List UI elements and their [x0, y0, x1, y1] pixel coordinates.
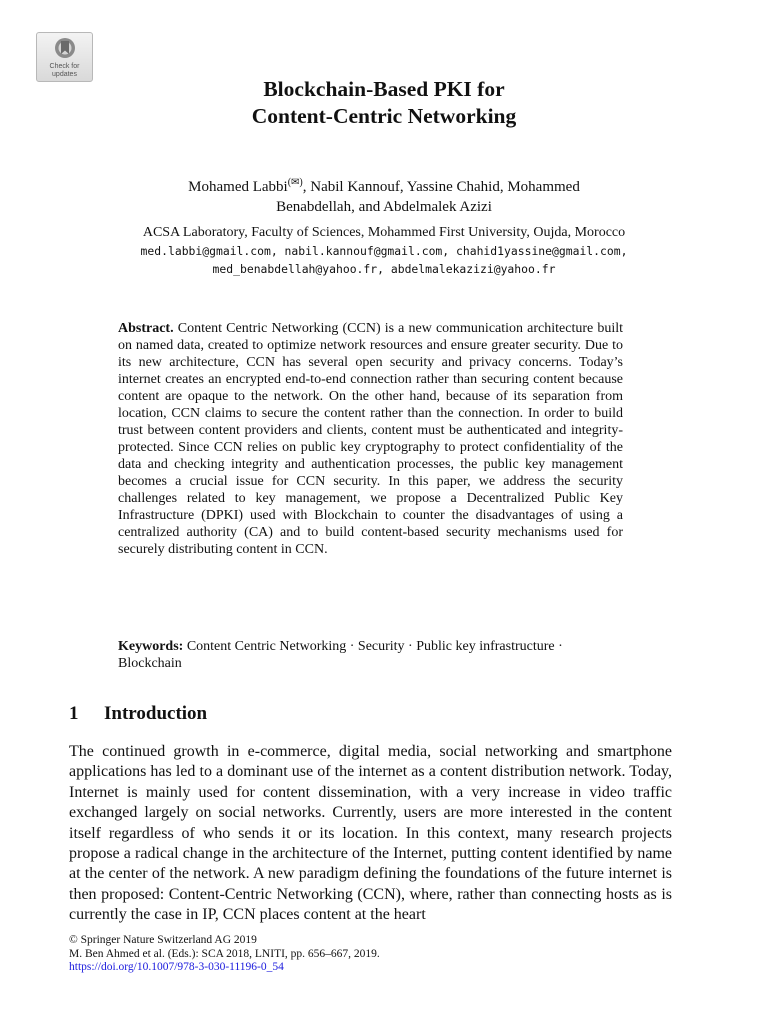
- paper-title: [0, 76, 768, 130]
- section-title: Introduction: [104, 703, 208, 724]
- section-number: 1: [69, 703, 79, 724]
- doi-link[interactable]: https://doi.org/10.1007/978-3-030-11196-0_54: [69, 961, 284, 973]
- author-list: [90, 173, 678, 217]
- title-line-2: Content-Centric Networking: [251, 104, 517, 128]
- badge-label: Check for updates: [49, 63, 80, 78]
- author-emails: [40, 242, 728, 278]
- abstract-label: Abstract.: [118, 321, 174, 336]
- emails-line-2[interactable]: med_benabdellah@yahoo.fr, abdelmalekazizi@yahoo.fr: [212, 262, 556, 276]
- abstract-text: Content Centric Networking (CCN) is a new communication architecture built on named data, created to optimize network resources and ensure greater security. Due to its new architecture, CCN has several open security and privacy concerns. Today’s internet creates an encrypted end-to-end connection rather than securing content because content are opaque to the network. On the other hand, because of its separation from location, CCN claims to secure the content rather than the connection. In order to build trust between content providers and clients, content must be authenticated and integrity-protected. Since CCN relies on public key cryptography to protect confidentiality of the data and checking integrity and authentication processes, the public key management becomes a crucial issue for CCN security. In this paper, we address the security challenges related to key management, we propose a Decentralized Public Key Infrastructure (DPKI) used with Blockchain to counter the disadvantages of using a centralized authority (CA) and to build content-based security mechanisms used for securely distributing content in CCN.: [118, 321, 623, 557]
- co-authors: , Nabil Kannouf, Yassine Chahid, Mohammed: [302, 179, 580, 195]
- introduction-paragraph: The continued growth in e-commerce, digital media, social networking and smartphone applications has led to a dominant use of the internet as a content distribution network. Today, Internet is mainly used for content dissemination, with a very increase in video traffic exchanged largely on social networks. Currently, users are more interested in the content itself regardless of who sends it or its location. In this context, many research projects propose a radical change in the architecture of the Internet, putting content identified by name at the center of the network. A new paradigm defining the foundations of the future internet is then proposed: Content-Centric Networking (CCN), where, rather than connecting hosts as is currently the case in IP, CCN places content at the heart: [69, 743, 672, 924]
- co-authors-continued: Benabdellah, and Abdelmalek Azizi: [276, 199, 492, 215]
- corresponding-author-mark: (✉): [287, 177, 303, 188]
- emails-line-1[interactable]: med.labbi@gmail.com, nabil.kannouf@gmail.com, chahid1yassine@gmail.com,: [140, 244, 628, 258]
- keywords: [118, 638, 623, 672]
- bookmark-check-icon: [53, 37, 77, 61]
- section-heading: [69, 702, 207, 726]
- check-for-updates-badge[interactable]: [36, 32, 93, 82]
- citation: M. Ben Ahmed et al. (Eds.): SCA 2018, LNITI, pp. 656–667, 2019.: [69, 947, 380, 960]
- affiliation: ACSA Laboratory, Faculty of Sciences, Mohammed First University, Oujda, Morocco: [142, 225, 626, 240]
- keywords-text: Content Centric Networking · Security · Public key infrastructure · Blockchain: [118, 639, 563, 671]
- keywords-label: Keywords:: [118, 639, 184, 654]
- copyright: © Springer Nature Switzerland AG 2019: [69, 934, 257, 946]
- first-author: Mohamed Labbi: [188, 179, 288, 195]
- abstract: [118, 320, 623, 558]
- page-footer: [69, 934, 380, 975]
- title-line-1: Blockchain-Based PKI for: [263, 77, 505, 101]
